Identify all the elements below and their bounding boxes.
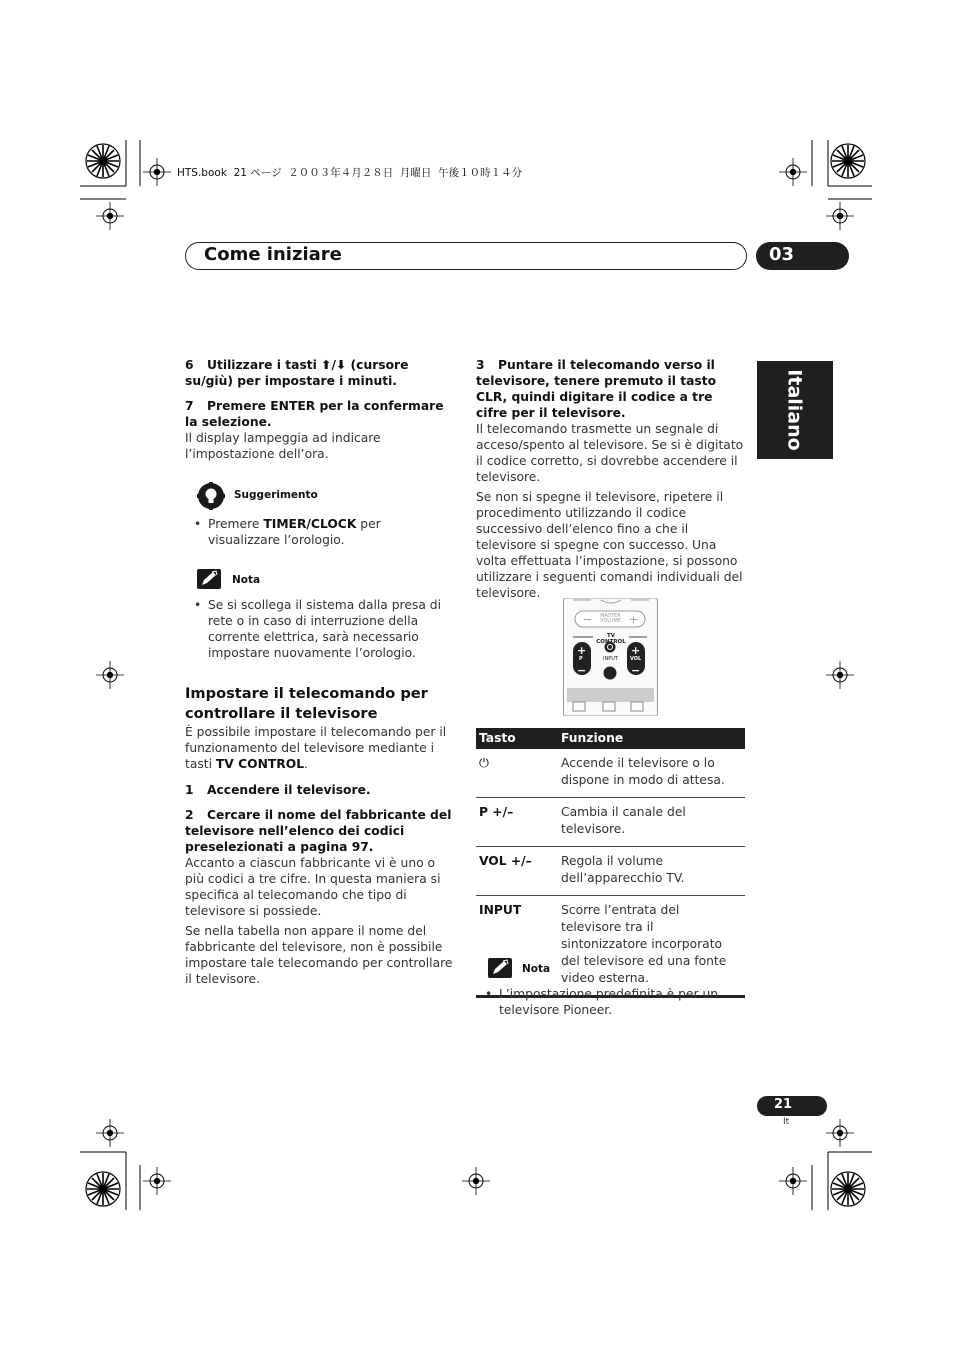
tip-text: • Premere TIMER/CLOCK per visualizzare l’orologio.	[185, 516, 453, 548]
step-2: 2 Cercare il nome del fabbricante del televisore nell’elenco dei codici preselezionati a pagina 97.	[185, 808, 452, 854]
print-header: HTS.book 21 ページ ２００３年４月２８日 月曜日 午後１０時１４分	[177, 167, 523, 179]
chapter-number: 03	[769, 244, 795, 265]
step-2-body-2: Se nella tabella non appare il nome del fabbricante del televisore, non è possibile impostare tale telecomando per controllare il televisore.	[185, 924, 453, 986]
note-text-block	[185, 597, 455, 661]
svg-text:+: +	[577, 644, 587, 657]
remote-input: INPUT	[603, 656, 618, 662]
table-row: VOL +/– Regola il volume dell’apparecchio TV.	[476, 847, 745, 896]
svg-text:−: −	[631, 664, 641, 677]
svg-text:−: −	[583, 613, 593, 626]
step-3-body-1: Il telecomando trasmette un segnale di acceso/spento al televisore. Se si è digitato il codice corretto, si dovrebbe accendere il televisore.	[476, 422, 744, 484]
step-3: 3 Puntare il telecomando verso il televisore, tenere premuto il tasto CLR, quindi digitare il codice a tre cifre per il televisore.	[476, 358, 717, 420]
step-7-body: Il display lampeggia ad indicare l’impostazione dell’ora.	[185, 431, 381, 461]
page-language: It	[783, 1117, 790, 1127]
function-table	[476, 728, 745, 998]
note-text-right: • L’impostazione predefinita è per un televisore Pioneer.	[476, 986, 731, 1018]
table-row: P +/– Cambia il canale del televisore.	[476, 798, 745, 847]
right-column	[476, 357, 744, 601]
remote-tv-control: TV CONTROL	[596, 633, 626, 645]
table-header-key: Tasto	[476, 728, 558, 749]
power-icon: ⏻	[476, 749, 558, 798]
note-label: Nota	[232, 574, 261, 586]
remote-vol: VOL	[630, 656, 642, 662]
table-header-function: Funzione	[558, 728, 745, 749]
step-7: 7 Premere ENTER per la confermare la selezione.	[185, 399, 444, 429]
step-1: 1 Accendere il televisore.	[185, 783, 371, 797]
note-text: • Se si scollega il sistema dalla presa di rete o in caso di interruzione della corrente elettrica, sarà necessario impostare nuovamente l’orologio.	[185, 597, 455, 661]
svg-text:−: −	[577, 664, 587, 677]
language-tab	[757, 361, 833, 459]
remote-illustration	[563, 598, 658, 716]
language-label: Italiano	[784, 369, 806, 451]
svg-text:+: +	[629, 613, 639, 626]
tip-label: Suggerimento	[234, 489, 318, 501]
svg-text:+: +	[631, 644, 641, 657]
note-label-right: Nota	[522, 963, 551, 975]
table-row: ⏻ Accende il televisore o lo dispone in modo di attesa.	[476, 749, 745, 798]
remote-master-volume: MASTER VOLUME	[600, 613, 621, 624]
section-title: Impostare il telecomando per controllare il televisore	[185, 685, 428, 722]
step-6: 6 Utilizzare i tasti ⬆/⬇ (cursore su/giù) per impostare i minuti.	[185, 358, 409, 388]
section-block	[185, 684, 455, 987]
lightbulb-icon	[197, 482, 225, 510]
note-text-block-right	[476, 986, 731, 1018]
step-3-body-2: Se non si spegne il televisore, ripetere il procedimento utilizzando il codice successivo dell’elenco fino a che il televisore si spegne con successo. Una volta effettuata l’impostazione, si possono utilizzare i seguenti comandi individuali del televisore.	[476, 490, 743, 600]
page-title: Come iniziare	[204, 244, 342, 265]
note-icon	[488, 958, 512, 978]
left-column	[185, 357, 453, 462]
page-number: 21	[774, 1097, 793, 1112]
note-icon	[197, 569, 221, 589]
step-2-body-1: Accanto a ciascun fabbricante vi è uno o più codici a tre cifre. In questa maniera si specifica al telecomando che tipo di televisore si possiede.	[185, 856, 441, 918]
remote-p: P	[579, 656, 583, 662]
table-row: INPUT Scorre l’entrata del televisore tra il sintonizzatore incorporato del televisore ed una fonte video esterna.	[476, 896, 745, 997]
section-body: È possibile impostare il telecomando per il funzionamento del televisore mediante i tasti TV CONTROL.	[185, 725, 447, 771]
